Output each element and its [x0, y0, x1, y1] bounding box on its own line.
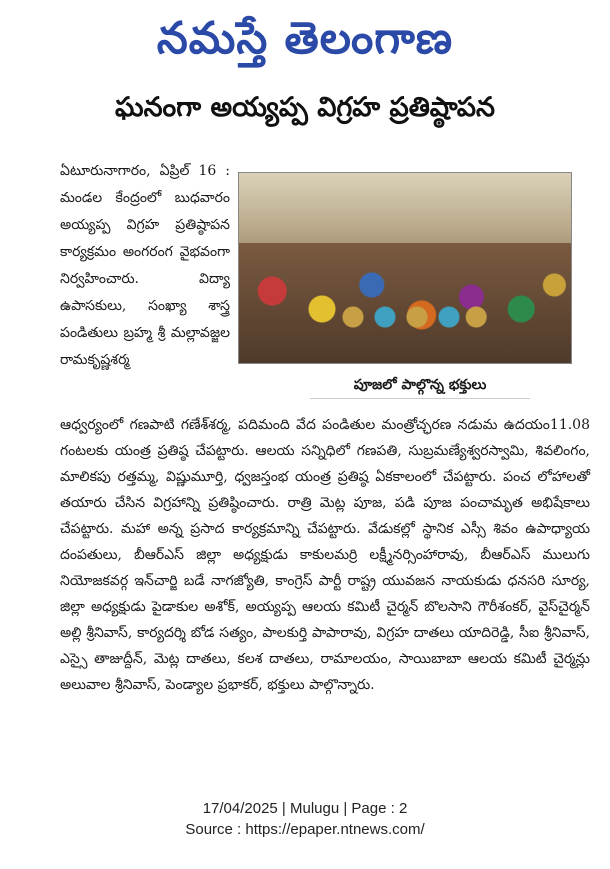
photo-caption: పూజలో పాల్గొన్న భక్తులు	[310, 372, 530, 399]
article-body-paragraph: ఆధ్వర్యంలో గణపాటి గణేశ్‌శర్మ, పదిమంది వేద పండితుల మంత్రోచ్ఛరణ నడుమ ఉదయం11.08 గంటలకు యంత్ర ప్రతిష్ఠ చేపట్టారు. ఆలయ సన్నిధిలో గణపతి, సుబ్రమణ్యేశ్వరస్వామి, శివలింగం, మాలికపు రత్తమ్మ, విష్ణుమూర్తి, ధ్వజస్తంభ యంత్ర ప్రతిష్ఠ ఏకకాలంలో చేపట్టారు. పంచ లోహాలతో తయారు చేసిన విగ్రహాన్ని ప్రతిష్ఠించారు. రాత్రి మెట్ల పూజ, పడి పూజ పంచామృత అభిషేకాలు చేపట్టారు. మహా అన్న ప్రసాద కార్యక్రమాన్ని చేపట్టారు. వేడుకల్లో స్థానిక ఎస్సీ శివం ఉపాధ్యాయ దంపతులు, బీఆర్ఎస్ జిల్లా అధ్యక్షుడు కాకులమర్రి లక్ష్మీనర్సింహారావు, బీఆర్ఎస్ ములుగు నియోజకవర్గ ఇన్‌చార్జి బడే నాగజ్యోతి, కాంగ్రెస్ పార్టీ రాష్ట్ర యువజన నాయకుడు ధనసరి సూర్య, జిల్లా అధ్యక్షుడు పైడాకుల అశోక్, అయ్యప్ప ఆలయ కమిటీ చైర్మన్ బొలసాని గౌరీశంకర్, వైస్‌చైర్మన్ అల్లి శ్రీనివాస్, కార్యదర్శి బోడ సత్యం, పాలకుర్తి పాపారావు, విగ్రహ దాతలు యాదిరెడ్డి, సీఐ శ్రీనివాస్, ఎస్సై తాజుద్దీన్, మెట్ల దాతలు, కలశ దాతలు, రామాలయం, సాయిబాబా ఆలయ కమిటీ చైర్మన్లు అలువాల శ్రీనివాస్, పెండ్యాల ప్రభాకర్, భక్తులు పాల్గొన్నారు.	[60, 417, 590, 693]
newspaper-masthead: నమస్తే తెలంగాణ	[156, 13, 454, 64]
article-headline: ఘనంగా అయ్యప్ప విగ్రహ ప్రతిష్ఠాపన	[115, 92, 495, 123]
photo-kalash-pots	[329, 293, 489, 333]
article-lead-column	[60, 158, 230, 374]
article-lead-paragraph: ఏటూరునాగారం, ఏప్రిల్ 16 : మండల కేంద్రంలో బుధవారం అయ్యప్ప విగ్రహ ప్రతిష్ఠాపన కార్యక్రమం అంగరంగ వైభవంగా నిర్వహించారు. విద్యా ఉపాసకులు, సంఖ్యా శాస్త్ర పండితులు బ్రహ్మ శ్రీ మల్లావజ్జల రామకృష్ణశర్మ	[60, 163, 230, 368]
footer-date-line: 17/04/2025 | Mulugu | Page : 2	[202, 800, 408, 817]
article-photo	[238, 172, 572, 364]
article-body	[60, 412, 590, 698]
footer-source-line: Source : https://epaper.ntnews.com/	[185, 821, 425, 838]
page-footer	[0, 798, 610, 840]
